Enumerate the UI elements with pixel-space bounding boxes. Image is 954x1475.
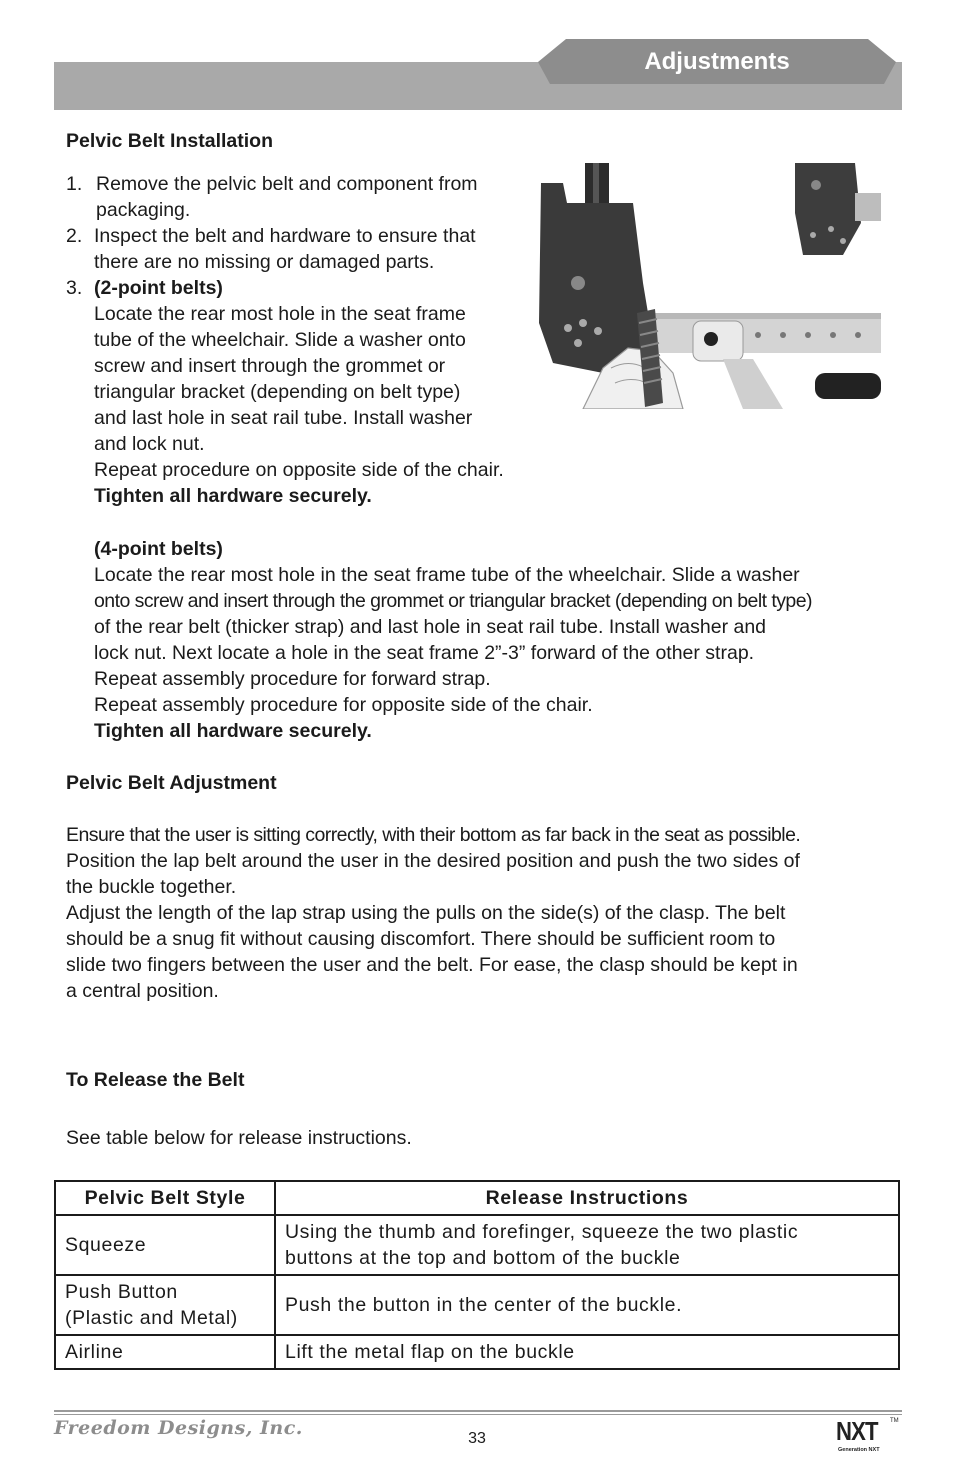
instruction-cell [275,1275,899,1335]
step2-line1: Inspect the belt and hardware to ensure that [94,225,476,247]
four-point-line4: lock nut. Next locate a hole in the seat frame 2”-3” forward of the other strap. [94,642,755,664]
two-point-tighten: Tighten all hardware securely. [94,485,372,507]
table-row [55,1335,899,1369]
footer-rule [54,1410,902,1412]
table-header-row [55,1181,899,1215]
four-point-tighten: Tighten all hardware securely. [94,720,372,742]
style-text: Squeeze [65,1234,147,1256]
step1-line1: Remove the pelvic belt and component from [96,173,478,195]
page-title: Adjustments [644,48,790,75]
adjustment-line5: should be a snug fit without causing discomfort. There should be sufficient room to [66,928,776,950]
four-point-line2: onto screw and insert through the grommet or triangular bracket (depending on belt type) [94,590,812,612]
table-row [55,1275,899,1335]
two-point-line4: triangular bracket (depending on belt type) [94,381,461,403]
two-point-line6: and lock nut. [94,433,205,455]
adjustment-line3: the buckle together. [66,876,237,898]
style-line2: (Plastic and Metal) [65,1307,238,1329]
footer-company-logo: Freedom Designs, Inc. [54,1417,303,1439]
nxt-logo [836,1416,899,1456]
two-point-line2: tube of the wheelchair. Slide a washer onto [94,329,466,351]
adjustment-line4: Adjust the length of the lap strap using the pulls on the side(s) of the clasp. The belt [66,902,786,924]
installation-heading: Pelvic Belt Installation [66,130,273,152]
nxt-logo-tm: TM [890,1418,899,1424]
two-point-line3: screw and insert through the grommet or [94,355,446,377]
nxt-logo-text: NXT [836,1416,878,1446]
adjustment-line1: Ensure that the user is sitting correctly, with their bottom as far back in the seat as possible. [66,824,801,846]
table-row [55,1215,899,1275]
instruction-cell [275,1335,899,1369]
two-point-line5: and last hole in seat rail tube. Install washer [94,407,473,429]
col-header-style: Pelvic Belt Style [55,1181,275,1215]
step2-line2: there are no missing or damaged parts. [94,251,435,273]
release-intro: See table below for release instructions. [66,1127,412,1149]
instruction-line1: Using the thumb and forefinger, squeeze the two plastic [285,1221,799,1243]
four-point-line3: of the rear belt (thicker strap) and last hole in seat rail tube. Install washer and [94,616,767,638]
adjustment-line6: slide two fingers between the user and the belt. For ease, the clasp should be kept in [66,954,798,976]
instruction-cell [275,1215,899,1275]
col-header-instructions: Release Instructions [275,1181,899,1215]
nxt-logo-subtext: Generation NXT [838,1447,880,1453]
four-point-line1: Locate the rear most hole in the seat frame tube of the wheelchair. Slide a washer [94,564,800,586]
adjustment-line7: a central position. [66,980,219,1002]
style-cell [55,1335,275,1369]
style-text: Airline [65,1341,124,1363]
instruction-text: Push the button in the center of the buckle. [285,1294,683,1316]
step2-number: 2. [66,225,83,247]
release-heading: To Release the Belt [66,1069,245,1091]
adjustment-heading: Pelvic Belt Adjustment [66,772,277,794]
style-line1: Push Button [65,1281,178,1303]
release-table [54,1180,900,1370]
two-point-title: (2-point belts) [94,277,223,299]
two-point-line1: Locate the rear most hole in the seat frame [94,303,466,325]
step3-number: 3. [66,277,83,299]
four-point-line6: Repeat assembly procedure for opposite side of the chair. [94,694,593,716]
instruction-line2: buttons at the top and bottom of the buckle [285,1247,681,1269]
two-point-line7: Repeat procedure on opposite side of the chair. [94,459,504,481]
style-cell [55,1275,275,1335]
style-cell [55,1215,275,1275]
four-point-line5: Repeat assembly procedure for forward strap. [94,668,491,690]
step1-line2: packaging. [96,199,191,221]
pelvic-belt-bracket-photo [533,163,881,409]
adjustment-line2: Position the lap belt around the user in the desired position and push the two sides of [66,850,800,872]
instruction-text: Lift the metal flap on the buckle [285,1341,575,1363]
page-number: 33 [468,1430,486,1447]
four-point-title: (4-point belts) [94,538,223,560]
step1-number: 1. [66,173,83,195]
footer-rule-thin [54,1414,902,1415]
